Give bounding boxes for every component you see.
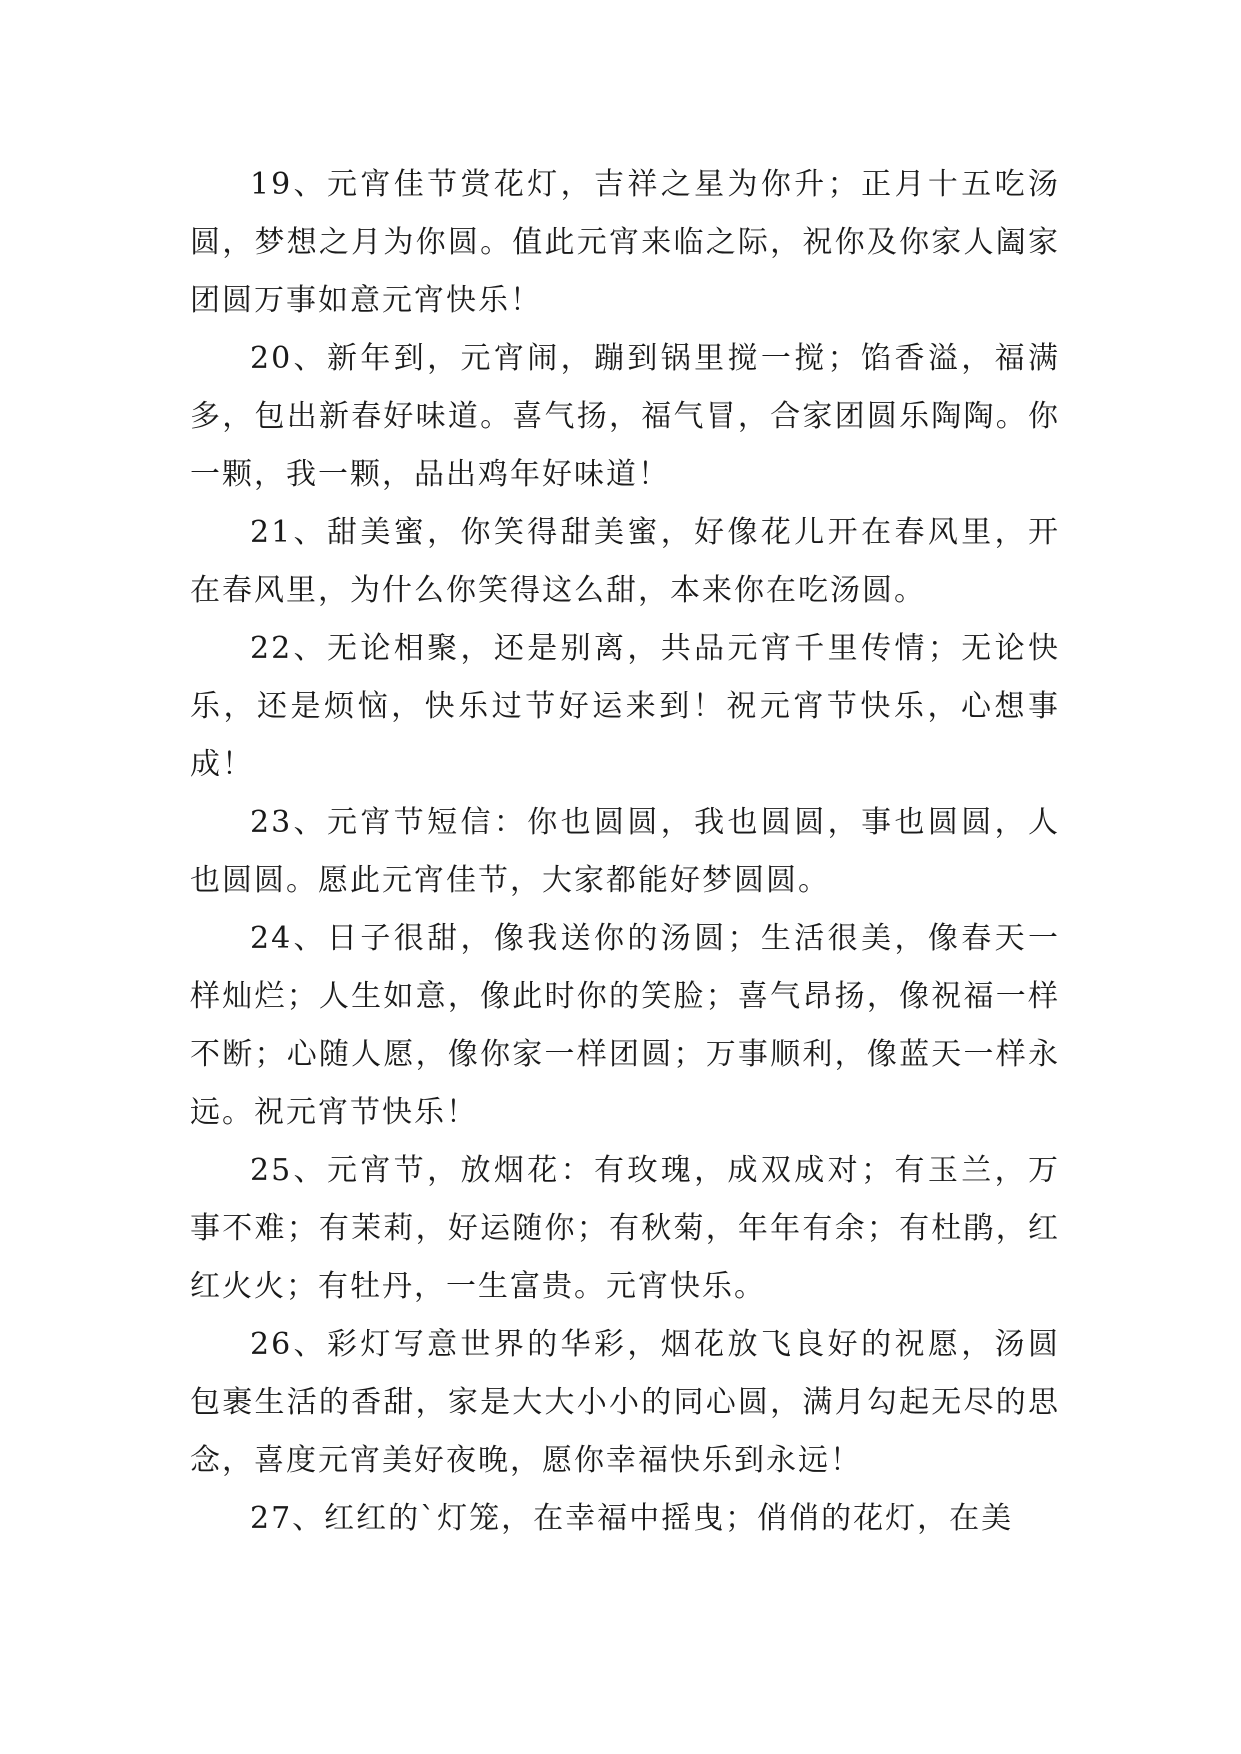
paragraph-24: 24、日子很甜，像我送你的汤圆；生活很美，像春天一样灿烂；人生如意，像此时你的笑脸；喜气昂扬，像祝福一样不断；心随人愿，像你家一样团圆；万事顺利，像蓝天一样永远。祝元宵节快乐！ — [190, 921, 1060, 1130]
paragraph-19: 19、元宵佳节赏花灯，吉祥之星为你升；正月十五吃汤圆，梦想之月为你圆。值此元宵来临之际，祝你及你家人阖家团圆万事如意元宵快乐！ — [190, 167, 1060, 318]
paragraph-27: 27、红红的`灯笼，在幸福中摇曳；俏俏的花灯，在美 — [250, 1501, 1014, 1536]
paragraph-22: 22、无论相聚，还是别离，共品元宵千里传情；无论快乐，还是烦恼，快乐过节好运来到！祝元宵节快乐，心想事成！ — [190, 631, 1060, 782]
paragraph-21: 21、甜美蜜，你笑得甜美蜜，好像花儿开在春风里，开在春风里，为什么你笑得这么甜，本来你在吃汤圆。 — [190, 515, 1060, 608]
paragraph-23: 23、元宵节短信：你也圆圆，我也圆圆，事也圆圆，人也圆圆。愿此元宵佳节，大家都能好梦圆圆。 — [190, 805, 1060, 898]
paragraph-26: 26、彩灯写意世界的华彩，烟花放飞良好的祝愿，汤圆包裹生活的香甜，家是大大小小的同心圆，满月勾起无尽的思念，喜度元宵美好夜晚，愿你幸福快乐到永远！ — [190, 1327, 1060, 1478]
paragraph-25: 25、元宵节，放烟花：有玫瑰，成双成对；有玉兰，万事不难；有茉莉，好运随你；有秋菊，年年有余；有杜鹃，红红火火；有牡丹，一生富贵。元宵快乐。 — [190, 1153, 1060, 1304]
document-body — [190, 156, 1060, 1548]
paragraph-20: 20、新年到，元宵闹，蹦到锅里搅一搅；馅香溢，福满多，包出新春好味道。喜气扬，福气冒，合家团圆乐陶陶。你一颗，我一颗，品出鸡年好味道！ — [190, 341, 1060, 492]
